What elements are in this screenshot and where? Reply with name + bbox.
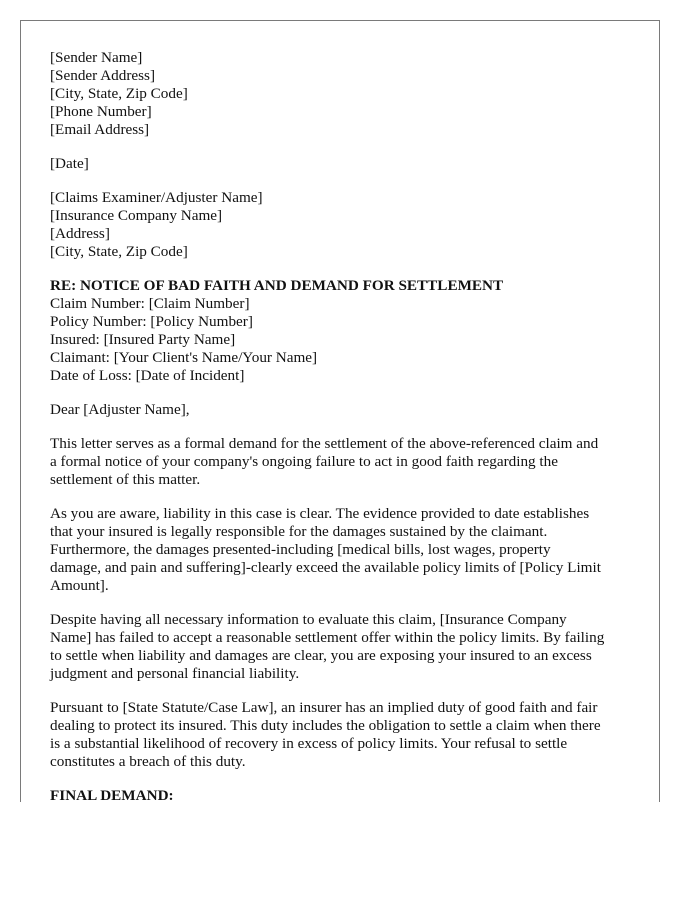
re-claimant: Claimant: [Your Client's Name/Your Name] (50, 349, 318, 366)
paragraph-line: Pursuant to [State Statute/Case Law], an insurer has an implied duty of good faith and fair (50, 699, 598, 716)
recipient-company: [Insurance Company Name] (50, 207, 223, 224)
paragraph-line: damage, and pain and suffering]-clearly exceed the available policy limits of [Policy Limit (50, 559, 601, 576)
paragraph-line: is a substantial likelihood of recovery in excess of policy limits. Your refusal to settle (50, 735, 568, 752)
paragraph-line: Despite having all necessary information to evaluate this claim, [Insurance Company (50, 611, 567, 628)
body-paragraph (50, 435, 650, 489)
final-demand-heading: FINAL DEMAND: (50, 787, 174, 802)
sender-name: [Sender Name] (50, 49, 143, 66)
recipient-block (50, 189, 650, 261)
re-policy-number: Policy Number: [Policy Number] (50, 313, 253, 330)
sender-email: [Email Address] (50, 121, 150, 138)
paragraph-line: As you are aware, liability in this case is clear. The evidence provided to date establishes (50, 505, 590, 522)
body-paragraph (50, 611, 650, 683)
sender-address: [Sender Address] (50, 67, 156, 84)
paragraph-line: constitutes a breach of this duty. (50, 753, 246, 770)
letter-content (50, 49, 650, 802)
paragraph-line: settlement of this matter. (50, 471, 201, 488)
body-paragraph (50, 699, 650, 771)
re-heading: RE: NOTICE OF BAD FAITH AND DEMAND FOR SETTLEMENT (50, 277, 504, 294)
salutation: Dear [Adjuster Name], (50, 401, 190, 418)
re-claim-number: Claim Number: [Claim Number] (50, 295, 250, 312)
date-block (50, 155, 650, 173)
re-block (50, 277, 650, 385)
recipient-examiner: [Claims Examiner/Adjuster Name] (50, 189, 263, 206)
body-paragraph (50, 505, 650, 595)
re-date-of-loss: Date of Loss: [Date of Incident] (50, 367, 245, 384)
paragraph-line: judgment and personal financial liability. (50, 665, 300, 682)
recipient-address: [Address] (50, 225, 110, 242)
re-insured: Insured: [Insured Party Name] (50, 331, 236, 348)
paragraph-line: Amount]. (50, 577, 109, 594)
salutation-block (50, 401, 650, 419)
paragraph-line: This letter serves as a formal demand for the settlement of the above-referenced claim and (50, 435, 599, 452)
recipient-city-state-zip: [City, State, Zip Code] (50, 243, 188, 260)
paragraph-line: Furthermore, the damages presented-including [medical bills, lost wages, property (50, 541, 551, 558)
letter-date: [Date] (50, 155, 89, 172)
sender-city-state-zip: [City, State, Zip Code] (50, 85, 188, 102)
paragraph-line: that your insured is legally responsible for the damages sustained by the claimant. (50, 523, 548, 540)
paragraph-line: to settle when liability and damages are clear, you are exposing your insured to an excess (50, 647, 592, 664)
final-demand-block (50, 787, 650, 802)
sender-phone: [Phone Number] (50, 103, 152, 120)
letter-page (20, 20, 660, 802)
paragraph-line: a formal notice of your company's ongoing failure to act in good faith regarding the (50, 453, 558, 470)
paragraph-line: dealing to protect its insured. This duty includes the obligation to settle a claim when there (50, 717, 601, 734)
paragraph-line: Name] has failed to accept a reasonable settlement offer within the policy limits. By failing (50, 629, 605, 646)
sender-block (50, 49, 650, 139)
